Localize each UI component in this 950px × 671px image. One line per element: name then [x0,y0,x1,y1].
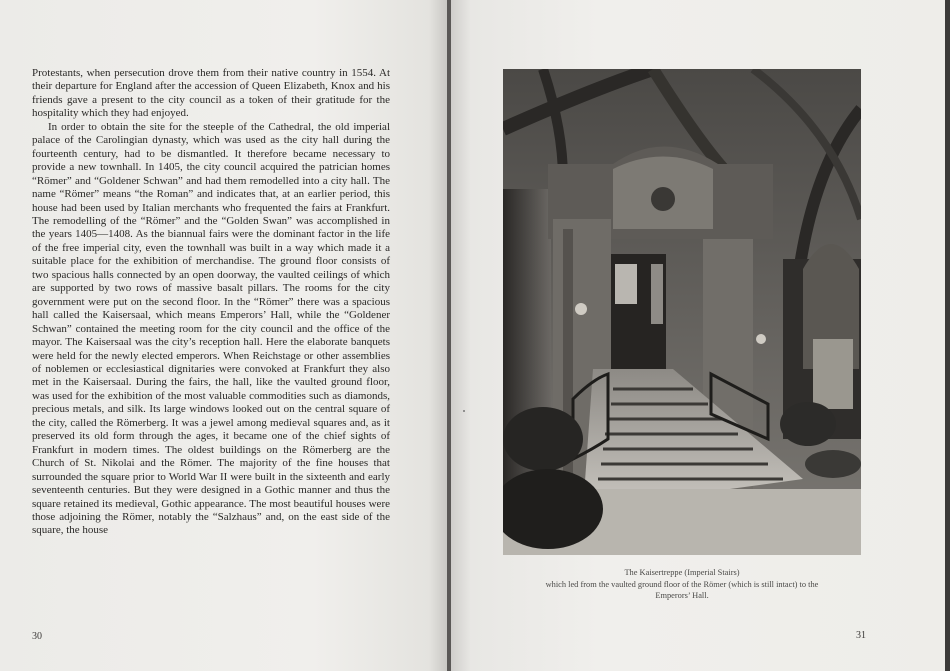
caption-line-3: Emperors’ Hall. [655,591,709,601]
paragraph-1: Protestants, when persecution drove them from their native country in 1554. At their departure for England after the accession of Queen Elizabeth, Knox and his friends gave a present to the city council as a token of their gratitude for the hospitality which they had enjoyed. [32,67,390,120]
paragraph-2: In order to obtain the site for the steeple of the Cathedral, the old imperial palace of the Carolingian dynasty, which was used as the city hall during the fourteenth century, had to be dismantled. It therefore became necessary to provide a new townhall. In 1405, the city council acquired the patrician homes “Römer” and “Goldener Schwan” and had them remodelled into a city hall. The name “Römer” means “the Roman” and indicates that, at an earlier period, this house had been used by Italian merchants who frequented the fairs at Frankfurt. The remodelling of the “Römer” and the “Golden Swan” was accomplished in the years 1405—1408. As the biannual fairs were the dominant factor in the life of the free imperial city, even the townhall was built in a way which made it a suitable place for the exhibition of merchandise. The ground floor consists of two spacious halls connected by an open doorway, the vaulted ceilings of which are supported by two rows of massive basalt pillars. The rooms for the city government were put on the second floor. In the “Römer” there was a spacious hall called the Kaisersaal, which means Emperors’ Hall, while the “Goldener Schwan” contained the meeting room for the city council and the office of the mayor. The Kaisersaal was the city’s reception hall. Here the elaborate banquets were held for the newly elected emperors. When Reichstage or other assemblies of noblemen or ecclesiastical dignitaries were convoked at Frankfurt they also met in the Kaisersaal. During the fairs, the hall, like the vaulted ground floor, was used for the exhibition of the most valuable commodities such as diamonds, precious metals, and silk. Its large windows looked out on the central square of the city, called the Römerberg. It was a jewel among medieval squares and, as it preserved its old form through the ages, it became one of the chief sights of Frankfurt in modern times. The oldest buildings on the Römerberg are the Church of St. Nikolai and the Römer. The majority of the fine houses that surrounded the square prior to World War II were built in the sixteenth and early seventeenth centuries. But they were designed in a Gothic manner and thus the square retained its medieval, Gothic appearance. The most beautiful houses were those adjoining the Römer, notably the “Salzhaus” and, on the east side of the square, the house [32,120,390,537]
caption-line-2: which led from the vaulted ground floor of the Römer (which is still intact) to the [545,579,819,589]
page-number-left: 30 [32,631,42,642]
body-text [32,67,390,538]
left-page [0,0,447,671]
photo-caption [503,567,861,602]
caption-line-1: The Kaisertreppe (Imperial Stairs) [624,568,740,577]
paper-speck [463,410,465,412]
photo-illustration [503,69,861,555]
page-number-right: 31 [856,630,866,641]
kaisertreppe-photo [503,69,861,555]
page-edge [945,0,950,671]
